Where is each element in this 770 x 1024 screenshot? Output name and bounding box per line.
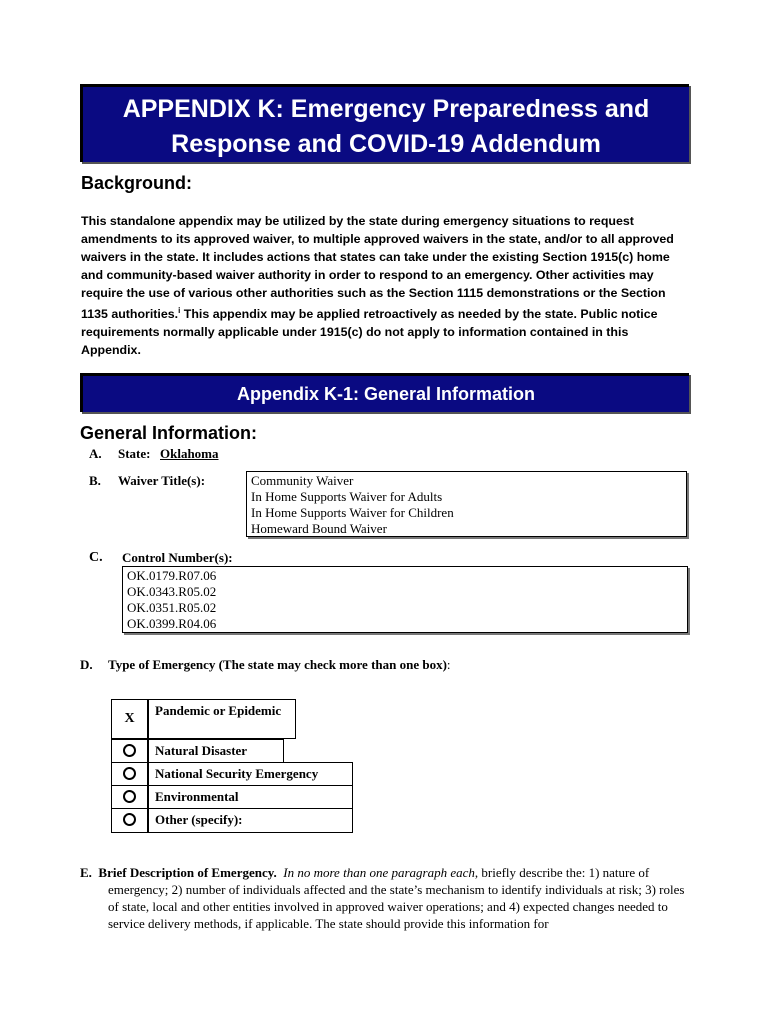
section-e-heading: Brief Description of Emergency. bbox=[98, 865, 277, 880]
option-label: Natural Disaster bbox=[148, 739, 284, 763]
radio-icon bbox=[123, 744, 136, 757]
appendix-title-line1: APPENDIX K: Emergency Preparedness and bbox=[122, 95, 650, 123]
appendix-title-line2: Response and COVID-19 Addendum bbox=[171, 130, 601, 158]
control-number: OK.0179.R07.06 bbox=[127, 568, 217, 583]
footnote-marker[interactable]: i bbox=[178, 306, 181, 315]
waiver-titles-field[interactable] bbox=[246, 471, 687, 537]
waiver-title: In Home Supports Waiver for Children bbox=[251, 505, 454, 520]
waiver-titles-label: Waiver Title(s): bbox=[118, 473, 206, 488]
radio-icon bbox=[123, 767, 136, 780]
option-label: Environmental bbox=[148, 785, 353, 809]
radio-other[interactable] bbox=[111, 808, 148, 833]
option-label: Pandemic or Epidemic bbox=[148, 699, 296, 739]
emergency-type-label-text: Type of Emergency (The state may check more than one box) bbox=[108, 657, 447, 672]
control-number: OK.0399.R04.06 bbox=[127, 616, 217, 631]
radio-icon bbox=[123, 790, 136, 803]
radio-icon bbox=[123, 813, 136, 826]
radio-natural-disaster[interactable] bbox=[111, 739, 148, 763]
checkbox-pandemic[interactable] bbox=[111, 699, 148, 739]
background-text: This standalone appendix may be utilized by the state during emergency situations to request amendments to its approved waiver, to multiple approved waivers in the state, and/or to all approved waivers in the state. It includes actions that states can take under the existing Section 1915(c) home and community-based waiver authority in order to respond to an emergency. Other activities may require the use of various other authorities such as the Section 1115 demonstrations or the Section 1135 authorities. bbox=[81, 214, 674, 322]
section-k1-banner: Appendix K-1: General Information bbox=[80, 373, 689, 412]
radio-national-security[interactable] bbox=[111, 762, 148, 786]
item-e-letter: E. bbox=[80, 865, 92, 880]
control-numbers-field[interactable] bbox=[122, 566, 688, 633]
control-number: OK.0351.R05.02 bbox=[127, 600, 217, 615]
emergency-type-label bbox=[108, 657, 451, 673]
waiver-title: Community Waiver bbox=[251, 473, 354, 488]
item-b-letter: B. bbox=[89, 473, 101, 488]
item-a-letter: A. bbox=[89, 446, 102, 461]
background-text-2: This appendix may be applied retroactively as needed by the state. Public notice requirements normally applicable under 1915(c) do not apply to information contained in this Appendix. bbox=[81, 307, 658, 358]
option-label: National Security Emergency bbox=[148, 762, 353, 786]
waiver-title: Homeward Bound Waiver bbox=[251, 521, 387, 536]
section-e-paragraph bbox=[80, 864, 690, 932]
control-numbers-label: Control Number(s): bbox=[122, 550, 233, 565]
section-e-italic: In no more than one paragraph each bbox=[283, 865, 475, 880]
emergency-type-colon: : bbox=[446, 657, 451, 672]
item-c-letter: C. bbox=[89, 550, 103, 565]
general-info-heading: General Information: bbox=[80, 423, 258, 443]
background-paragraph bbox=[81, 212, 691, 359]
check-mark: X bbox=[124, 711, 135, 726]
option-label: Other (specify): bbox=[148, 808, 353, 833]
radio-environmental[interactable] bbox=[111, 785, 148, 809]
state-label: State: bbox=[118, 446, 151, 461]
control-number: OK.0343.R05.02 bbox=[127, 584, 217, 599]
item-d-letter: D. bbox=[80, 657, 93, 672]
appendix-title-banner bbox=[80, 84, 689, 162]
background-heading: Background: bbox=[81, 173, 193, 193]
section-e-text: , briefly describe the: 1) nature of emergency; 2) number of individuals affected and the state’s mechanism to identify individuals at risk; 3) roles of state, local and other entities involved in approved waiver operations; and 4) expected changes needed to service delivery methods, if applicable. The state should provide this information for bbox=[108, 865, 685, 931]
waiver-title: In Home Supports Waiver for Adults bbox=[251, 489, 443, 504]
state-value[interactable]: Oklahoma bbox=[160, 446, 219, 461]
